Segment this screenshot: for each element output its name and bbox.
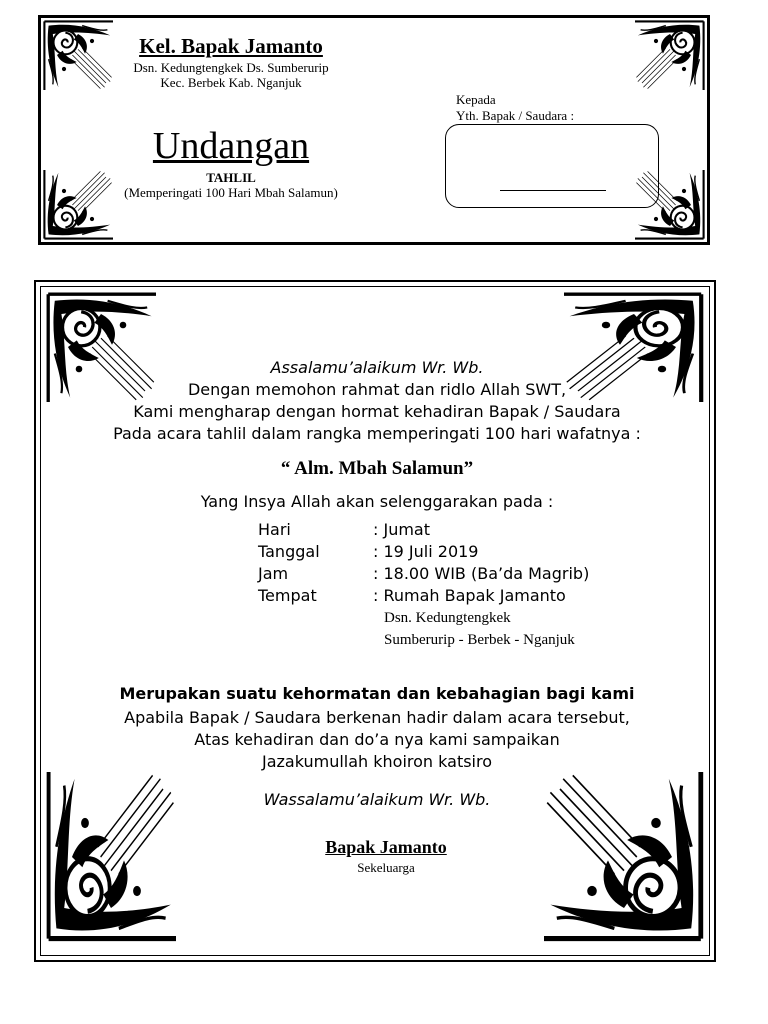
to-label: Kepada bbox=[456, 92, 496, 107]
closing-line-3: Jazakumullah khoiron katsiro bbox=[261, 752, 493, 771]
family-name: Kel. Bapak Jamanto bbox=[139, 34, 323, 58]
intro-line-2: Kami mengharap dengan hormat kehadiran Bapak / Saudara bbox=[133, 402, 621, 421]
place-line-2: Sumberurip - Berbek - Nganjuk bbox=[384, 632, 575, 648]
recipient-name-line bbox=[500, 190, 606, 191]
detail-value-day: : Jumat bbox=[373, 520, 430, 539]
detail-label-date: Tanggal bbox=[258, 542, 320, 561]
greeting: Assalamu’alaikum Wr. Wb. bbox=[270, 358, 484, 377]
closing-line-2: Atas kehadiran dan do’a nya kami sampaikan bbox=[194, 730, 560, 749]
envelope-card bbox=[38, 15, 710, 245]
detail-value-time: : 18.00 WIB (Ba’da Magrib) bbox=[373, 564, 590, 583]
invitation-subtitle: TAHLIL bbox=[206, 170, 256, 185]
detail-value-date: : 19 Juli 2019 bbox=[373, 542, 479, 561]
schedule-intro: Yang Insya Allah akan selenggarakan pada : bbox=[200, 492, 554, 511]
intro-line-1: Dengan memohon rahmat dan ridlo Allah SWT, bbox=[187, 380, 567, 399]
honor-statement: Merupakan suatu kehormatan dan kebahagian bagi kami bbox=[119, 684, 635, 703]
intro-line-3: Pada acara tahlil dalam rangka memperingati 100 hari wafatnya : bbox=[113, 424, 641, 443]
closing-line-1: Apabila Bapak / Saudara berkenan hadir dalam acara tersebut, bbox=[124, 708, 630, 727]
address-line-1: Dsn. Kedungtengkek Ds. Sumberurip bbox=[133, 60, 329, 75]
invitation-purpose: (Memperingati 100 Hari Mbah Salamun) bbox=[124, 185, 338, 200]
place-line-1: Dsn. Kedungtengkek bbox=[384, 610, 511, 626]
to-recipient: Yth. Bapak / Saudara : bbox=[456, 108, 575, 123]
signatory-role: Sekeluarga bbox=[357, 860, 415, 875]
ornament-top-right bbox=[635, 20, 705, 90]
detail-label-place: Tempat bbox=[258, 586, 317, 605]
letter-card bbox=[34, 280, 716, 962]
detail-value-place: : Rumah Bapak Jamanto bbox=[373, 586, 566, 605]
deceased-name: “ Alm. Mbah Salamun” bbox=[280, 458, 474, 479]
detail-label-time: Jam bbox=[258, 564, 289, 583]
invitation-title: Undangan bbox=[152, 125, 310, 167]
detail-label-day: Hari bbox=[258, 520, 291, 539]
address-line-2: Kec. Berbek Kab. Nganjuk bbox=[160, 75, 302, 90]
signatory-name: Bapak Jamanto bbox=[325, 837, 447, 857]
farewell: Wassalamu’alaikum Wr. Wb. bbox=[263, 790, 491, 809]
recipient-box bbox=[445, 124, 659, 208]
